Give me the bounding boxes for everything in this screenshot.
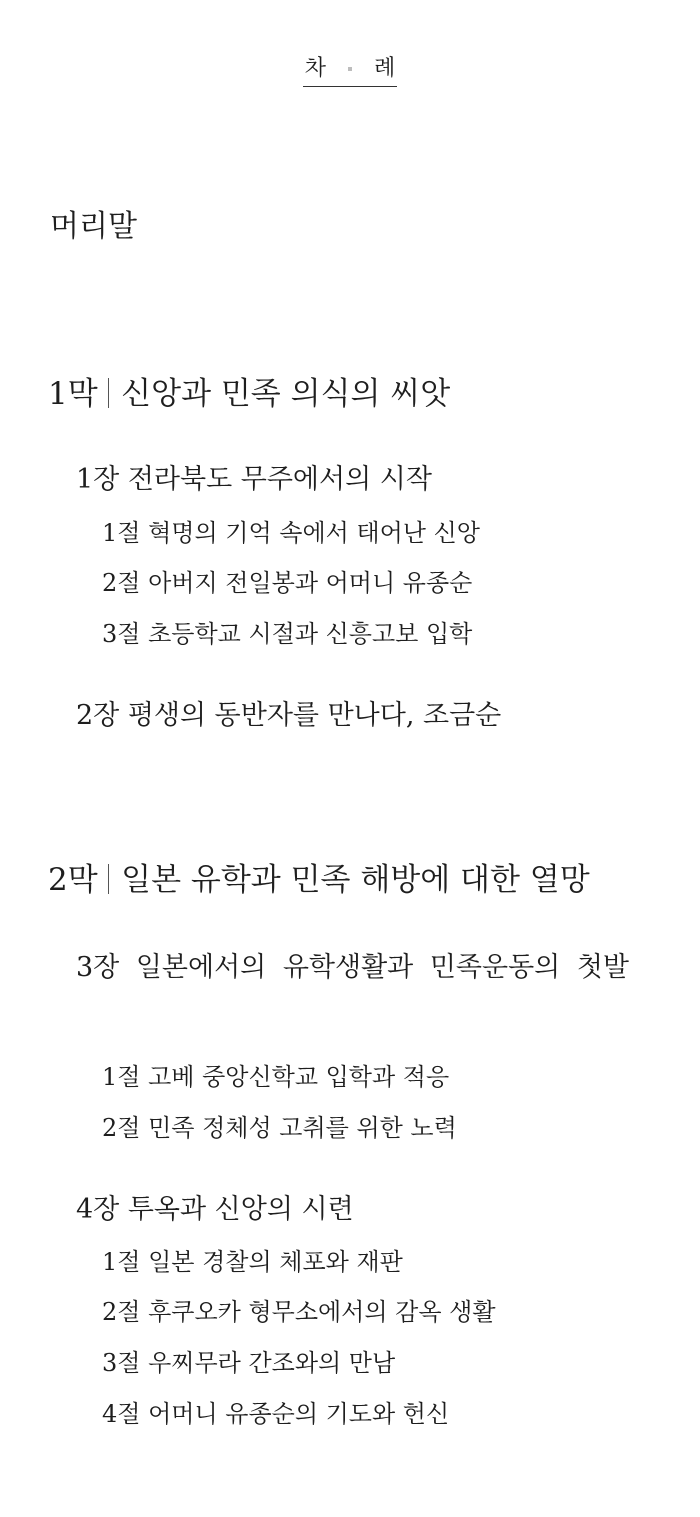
act-2-heading[interactable] — [48, 864, 590, 896]
toc-title — [303, 58, 398, 87]
section-3-2[interactable]: 2절 민족 정체성 고취를 위한 노력 — [102, 1114, 457, 1142]
act-divider — [108, 864, 110, 894]
act-divider — [108, 378, 110, 408]
section-4-4[interactable]: 4절 어머니 유종순의 기도와 헌신 — [102, 1400, 450, 1428]
section-4-1[interactable]: 1절 일본 경찰의 체포와 재판 — [102, 1248, 403, 1276]
section-1-2[interactable]: 2절 아버지 전일봉과 어머니 유종순 — [102, 569, 473, 597]
section-1-1[interactable]: 1절 혁명의 기억 속에서 태어난 신앙 — [102, 519, 480, 547]
section-4-3[interactable]: 3절 우찌무라 간조와의 만남 — [102, 1349, 396, 1377]
chapter-4[interactable]: 4장 투옥과 신앙의 시련 — [76, 1194, 354, 1225]
act-1-title: 신앙과 민족 의식의 씨앗 — [121, 376, 451, 412]
section-4-2[interactable]: 2절 후쿠오카 형무소에서의 감옥 생활 — [102, 1298, 496, 1326]
toc-preface[interactable]: 머리말 — [50, 209, 137, 244]
toc-title-char-2: 례 — [374, 56, 396, 81]
chapter-2[interactable]: 2장 평생의 동반자를 만나다, 조금순 — [76, 700, 502, 731]
act-2-title: 일본 유학과 민족 해방에 대한 열망 — [121, 862, 590, 898]
toc-title-wrap — [0, 58, 700, 87]
act-2-number: 2막 — [48, 862, 98, 898]
act-1-heading[interactable] — [48, 378, 450, 410]
chapter-3[interactable]: 3장 일본에서의 유학생활과 민족운동의 첫발 — [76, 952, 629, 983]
toc-title-char-1: 차 — [304, 56, 326, 81]
act-1-number: 1막 — [48, 376, 98, 412]
section-3-1[interactable]: 1절 고베 중앙신학교 입학과 적응 — [102, 1063, 450, 1091]
title-separator-dot — [348, 67, 352, 71]
chapter-1[interactable]: 1장 전라북도 무주에서의 시작 — [76, 464, 432, 495]
section-1-3[interactable]: 3절 초등학교 시절과 신흥고보 입학 — [102, 620, 473, 648]
